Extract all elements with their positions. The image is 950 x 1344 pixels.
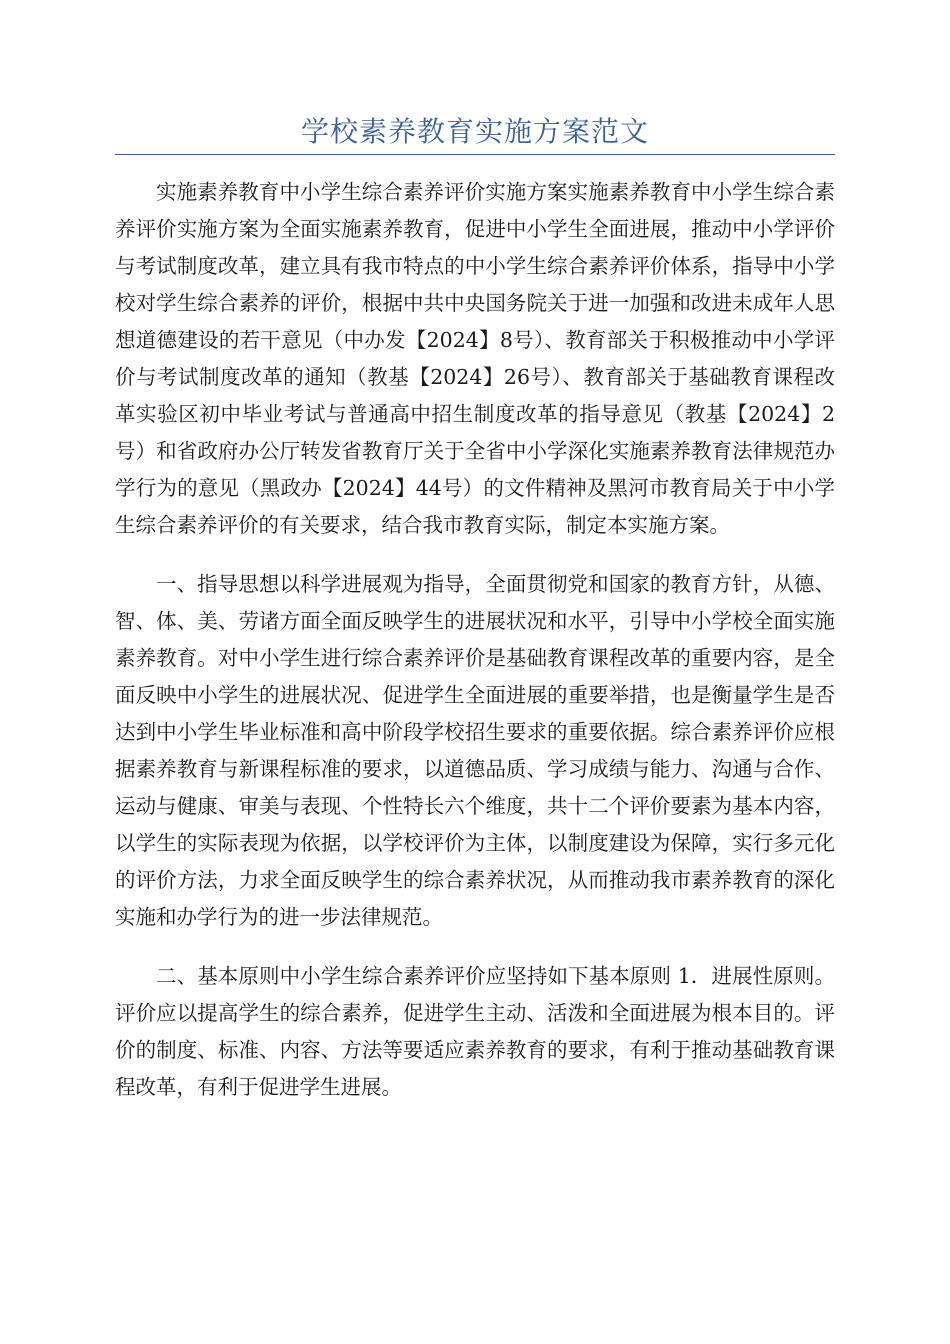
document-body (115, 174, 835, 1128)
paragraph-intro: 实施素养教育中小学生综合素养评价实施方案实施素养教育中小学生综合素养评价实施方案为全面实施素养教育，促进中小学生全面进展，推动中小学评价与考试制度改革，建立具有我市特点的中小学生综合素养评价体系，指导中小学校对学生综合素养的评价，根据中共中央国务院关于进一加强和改进未成年人思想道德建设的若干意见（中办发【2024】8号）、教育部关于积极推动中小学评价与考试制度改革的通知（教基【2024】26号）、教育部关于基础教育课程改革实验区初中毕业考试与普通高中招生制度改革的指导意见（教基【2024】2号）和省政府办公厅转发省教育厅关于全省中小学深化实施素养教育法律规范办学行为的意见（黑政办【2024】44号）的文件精神及黑河市教育局关于中小学生综合素养评价的有关要求，结合我市教育实际，制定本实施方案。 (115, 180, 835, 537)
document-title: 学校素养教育实施方案范文 (300, 115, 649, 148)
paragraph-basic-principles: 二、基本原则中小学生综合素养评价应坚持如下基本原则 1．进展性原则。评价应以提高学生的综合素养，促进学生主动、活泼和全面进展为根本目的。评价的制度、标准、内容、方法等要适应素养教育的要求，有利于推动基础教育课程改革，有利于促进学生进展。 (115, 964, 835, 1099)
title-underline (115, 154, 835, 155)
paragraph-guiding-ideology: 一、指导思想以科学进展观为指导，全面贯彻党和国家的教育方针，从德、智、体、美、劳诸方面全面反映学生的进展状况和水平，引导中小学校全面实施素养教育。对中小学生进行综合素养评价是基础教育课程改革的重要内容，是全面反映中小学生的进展状况、促进学生全面进展的重要举措，也是衡量学生是否达到中小学生毕业标准和高中阶段学校招生要求的重要依据。综合素养评价应根据素养教育与新课程标准的要求，以道德品质、学习成绩与能力、沟通与合作、运动与健康、审美与表现、个性特长六个维度，共十二个评价要素为基本内容，以学生的实际表现为依据，以学校评价为主体，以制度建设为保障，实行多元化的评价方法，力求全面反映学生的综合素养状况，从而推动我市素养教育的深化实施和办学行为的进一步法律规范。 (115, 572, 835, 929)
